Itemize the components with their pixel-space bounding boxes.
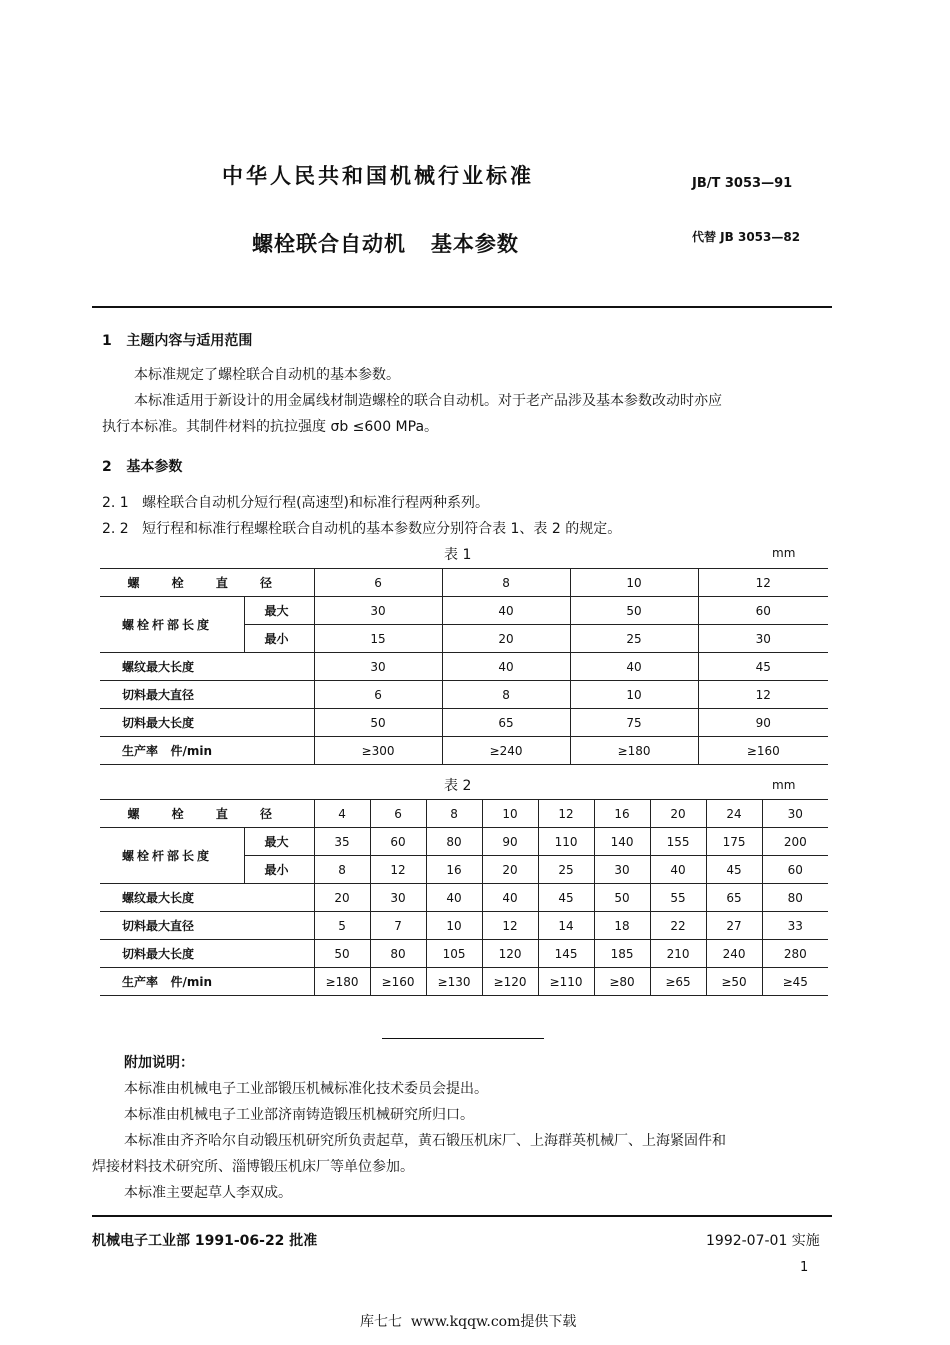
note-1: 本标准由机械电子工业部锻压机械标准化技术委员会提出。	[124, 1081, 488, 1097]
cell: 55	[650, 884, 706, 912]
cell: 40	[442, 597, 570, 625]
replaces-note: 代替 JB 3053—82	[692, 230, 801, 244]
cell: 80	[762, 884, 828, 912]
cell: 12	[698, 569, 828, 597]
cell: 175	[706, 828, 762, 856]
note-3-line2: 焊接材料技术研究所、淄博锻压机床厂等单位参加。	[92, 1159, 414, 1175]
cell: 6	[370, 800, 426, 828]
cell: 25	[538, 856, 594, 884]
cell: 6	[314, 681, 442, 709]
row-label-min: 最小	[244, 625, 314, 653]
note-3-line1: 本标准由齐齐哈尔自动锻压机研究所负责起草，黄石锻压机床厂、上海群英机械厂、上海紧固件和	[124, 1133, 726, 1149]
table-row	[100, 912, 828, 940]
cell: 60	[762, 856, 828, 884]
cell: ≥130	[426, 968, 482, 996]
table-row	[100, 968, 828, 996]
table-row	[100, 569, 828, 597]
note-4: 本标准主要起草人李双成。	[124, 1185, 292, 1201]
header-rule	[92, 306, 832, 308]
cell: 8	[314, 856, 370, 884]
cell: 27	[706, 912, 762, 940]
cell: 80	[370, 940, 426, 968]
cell: 50	[594, 884, 650, 912]
cell: 7	[370, 912, 426, 940]
cell: ≥120	[482, 968, 538, 996]
standard-code: JB/T 3053—91	[692, 176, 793, 191]
cell: 40	[442, 653, 570, 681]
cell: 60	[370, 828, 426, 856]
cell: 110	[538, 828, 594, 856]
cell: ≥80	[594, 968, 650, 996]
cell: 8	[442, 569, 570, 597]
cell: 45	[698, 653, 828, 681]
row-label-cut-length: 切料最大长度	[100, 940, 314, 968]
cell: 15	[314, 625, 442, 653]
cell: 45	[706, 856, 762, 884]
table-row	[100, 800, 828, 828]
cell: 65	[706, 884, 762, 912]
cell: 90	[698, 709, 828, 737]
cell: 60	[698, 597, 828, 625]
table-row	[100, 653, 828, 681]
cell: 5	[314, 912, 370, 940]
row-label-shank: 螺栓杆部长度	[100, 828, 244, 884]
table-row	[100, 940, 828, 968]
cell: 22	[650, 912, 706, 940]
row-label-rate: 生产率 件/min	[100, 737, 314, 765]
cell: 240	[706, 940, 762, 968]
cell: ≥240	[442, 737, 570, 765]
cell: 24	[706, 800, 762, 828]
row-label-thread: 螺纹最大长度	[100, 884, 314, 912]
cell: 10	[570, 569, 698, 597]
row-label-thread: 螺纹最大长度	[100, 653, 314, 681]
cell: 200	[762, 828, 828, 856]
cell: 90	[482, 828, 538, 856]
cell: 185	[594, 940, 650, 968]
row-label-min: 最小	[244, 856, 314, 884]
cell: ≥160	[698, 737, 828, 765]
cell: 145	[538, 940, 594, 968]
cell: 12	[482, 912, 538, 940]
row-label-max: 最大	[244, 828, 314, 856]
cell: 16	[594, 800, 650, 828]
cell: ≥180	[314, 968, 370, 996]
cell: 75	[570, 709, 698, 737]
note-2: 本标准由机械电子工业部济南铸造锻压机械研究所归口。	[124, 1107, 474, 1123]
cell: 10	[570, 681, 698, 709]
clause-2-2: 2. 2 短行程和标准行程螺栓联合自动机的基本参数应分别符合表 1、表 2 的规定。	[102, 521, 622, 537]
cell: 25	[570, 625, 698, 653]
cell: 6	[314, 569, 442, 597]
table-row	[100, 597, 828, 625]
table1-caption: 表 1	[444, 547, 472, 563]
section1-heading: 1 主题内容与适用范围	[102, 333, 253, 349]
row-label-cut-diameter: 切料最大直径	[100, 681, 314, 709]
table2-unit: mm	[772, 778, 796, 792]
cell: 30	[370, 884, 426, 912]
cell: 18	[594, 912, 650, 940]
section1-paragraph2-line1: 本标准适用于新设计的用金属线材制造螺栓的联合自动机。对于老产品涉及基本参数改动时亦应	[134, 393, 722, 409]
cell: 10	[426, 912, 482, 940]
page-number: 1	[800, 1260, 809, 1275]
table-row	[100, 884, 828, 912]
table1-unit: mm	[772, 546, 796, 560]
table-row	[100, 828, 828, 856]
row-label-cut-length: 切料最大长度	[100, 709, 314, 737]
cell: 35	[314, 828, 370, 856]
cell: 8	[442, 681, 570, 709]
cell: 8	[426, 800, 482, 828]
approval-info: 机械电子工业部 1991-06-22 批准	[92, 1233, 318, 1249]
table2-caption: 表 2	[444, 778, 472, 794]
clause-2-1: 2. 1 螺栓联合自动机分短行程(高速型)和标准行程两种系列。	[102, 495, 489, 511]
table-row	[100, 709, 828, 737]
cell: 30	[762, 800, 828, 828]
cell: 30	[314, 653, 442, 681]
cell: 14	[538, 912, 594, 940]
cell: 4	[314, 800, 370, 828]
cell: 105	[426, 940, 482, 968]
row-label-cut-diameter: 切料最大直径	[100, 912, 314, 940]
cell: 155	[650, 828, 706, 856]
cell: 40	[482, 884, 538, 912]
section2-heading: 2 基本参数	[102, 459, 183, 475]
cell: 120	[482, 940, 538, 968]
cell: 140	[594, 828, 650, 856]
cell: 10	[482, 800, 538, 828]
cell: 80	[426, 828, 482, 856]
cell: 40	[426, 884, 482, 912]
cell: ≥110	[538, 968, 594, 996]
cell: 12	[698, 681, 828, 709]
row-label-shank: 螺栓杆部长度	[100, 597, 244, 653]
cell: 12	[370, 856, 426, 884]
section1-paragraph2-line2: 执行本标准。其制件材料的抗拉强度 σb ≤600 MPa。	[102, 419, 439, 435]
download-watermark: 库七七 www.kqqw.com提供下载	[360, 1314, 577, 1330]
cell: 50	[314, 709, 442, 737]
row-label-rate: 生产率 件/min	[100, 968, 314, 996]
cell: ≥50	[706, 968, 762, 996]
cell: ≥300	[314, 737, 442, 765]
cell: 20	[650, 800, 706, 828]
table-row	[100, 681, 828, 709]
table1	[100, 568, 828, 765]
cell: ≥65	[650, 968, 706, 996]
notes-heading: 附加说明：	[124, 1055, 194, 1071]
section1-paragraph1: 本标准规定了螺栓联合自动机的基本参数。	[134, 367, 400, 383]
cell: ≥45	[762, 968, 828, 996]
row-label-diameter: 螺 栓 直 径	[100, 569, 314, 597]
cell: 20	[314, 884, 370, 912]
cell: 33	[762, 912, 828, 940]
cell: 40	[650, 856, 706, 884]
cell: 50	[314, 940, 370, 968]
cell: ≥160	[370, 968, 426, 996]
cell: 65	[442, 709, 570, 737]
table-row	[100, 737, 828, 765]
cell: ≥180	[570, 737, 698, 765]
cell: 30	[314, 597, 442, 625]
cell: 30	[698, 625, 828, 653]
cell: 210	[650, 940, 706, 968]
standard-org-title: 中华人民共和国机械行业标准	[222, 164, 534, 188]
row-label-max: 最大	[244, 597, 314, 625]
table2	[100, 799, 828, 996]
cell: 50	[570, 597, 698, 625]
cell: 40	[570, 653, 698, 681]
cell: 20	[442, 625, 570, 653]
cell: 30	[594, 856, 650, 884]
document-title: 螺栓联合自动机 基本参数	[252, 232, 519, 256]
cell: 20	[482, 856, 538, 884]
footer-rule	[92, 1215, 832, 1217]
cell: 45	[538, 884, 594, 912]
cell: 12	[538, 800, 594, 828]
effective-date: 1992-07-01 实施	[706, 1233, 820, 1249]
cell: 280	[762, 940, 828, 968]
cell: 16	[426, 856, 482, 884]
notes-separator	[382, 1038, 544, 1039]
row-label-diameter: 螺 栓 直 径	[100, 800, 314, 828]
